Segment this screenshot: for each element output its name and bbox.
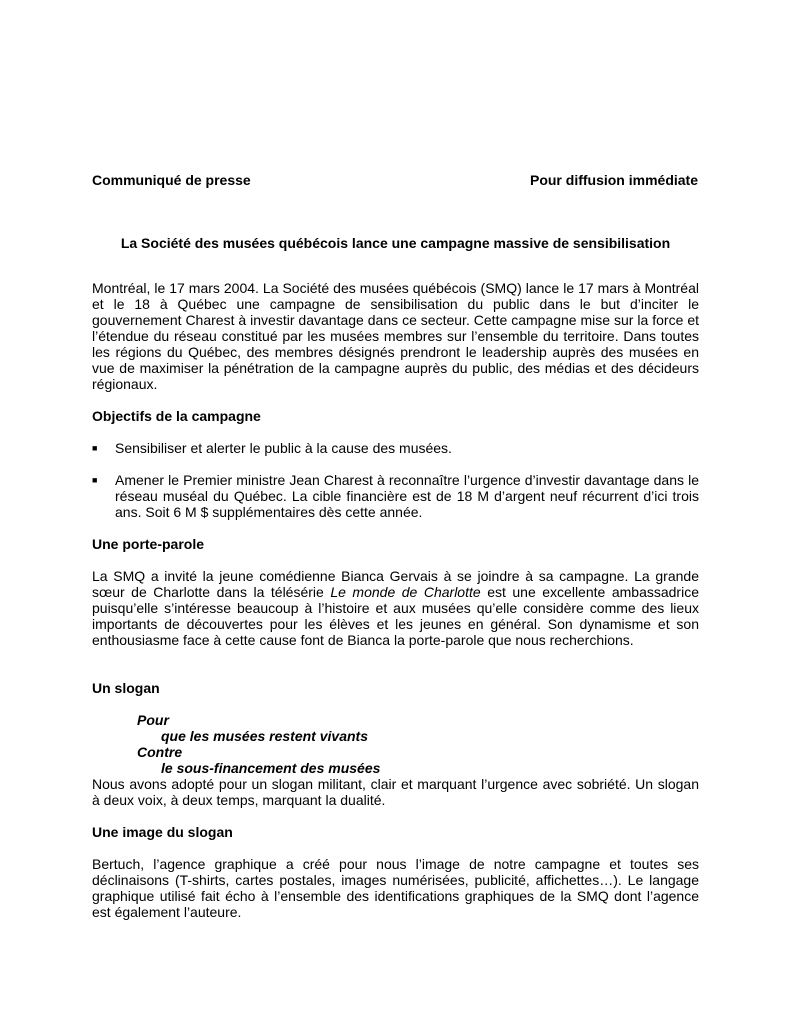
slogan-heading: Un slogan xyxy=(92,680,160,696)
slogan-line: Contre xyxy=(137,744,183,760)
document-title: La Société des musées québécois lance une campagne massive de sensibilisation xyxy=(120,235,671,251)
intro-paragraph: Montréal, le 17 mars 2004. La Société des musées québécois (SMQ) lance le 17 mars à Montréal et le 18 à Québec une campagne de sensibilisation du public dans le but d’inciter le gouvernement Charest à investir davantage dans ce secteur. Cette campagne mise sur la force et l’étendue du réseau constitué par les musées membres sur l’ensemble du territoire. Dans toutes les régions du Québec, des membres désignés prendront le leadership auprès des musées en vue de maximiser la pénétration de la campagne auprès du public, des médias et des décideurs régionaux. xyxy=(92,280,699,392)
show-title: Le monde de Charlotte xyxy=(330,584,481,600)
image-paragraph: Bertuch, l’agence graphique a créé pour nous l’image de notre campagne et toutes ses déclinaisons (T-shirts, cartes postales, images numérisées, publicité, affichettes…). Le langage graphique utilisé fait écho à l’ensemble des identifications graphiques de la SMQ dont l’agence est également l’auteure. xyxy=(92,856,699,920)
press-release-label: Communiqué de presse xyxy=(92,172,251,188)
objectifs-list xyxy=(92,440,699,520)
slogan-line: que les musées restent vivants xyxy=(161,728,368,744)
image-heading: Une image du slogan xyxy=(92,824,233,840)
document-body xyxy=(92,280,699,920)
list-item: ■ Sensibiliser et alerter le public à la cause des musées. xyxy=(92,440,452,456)
bullet-icon: ■ xyxy=(92,443,98,453)
porte-parole-paragraph: La SMQ a invité la jeune comédienne Bianca Gervais à se joindre à sa campagne. La grande sœur de Charlotte dans la télésérie Le monde de Charlotte est une excellente ambassadrice puisqu’elle s’intéresse beaucoup à l’histoire et aux musées qu’elle considère comme des lieux importants de découvertes pour les élèves et les jeunes en général. Son dynamisme et son enthousiasme face à cette cause font de Bianca la porte-parole que nous recherchions. xyxy=(92,568,699,648)
bullet-icon: ■ xyxy=(92,475,98,485)
slogan-line: le sous-financement des musées xyxy=(161,760,381,776)
release-timing-label: Pour diffusion immédiate xyxy=(529,172,698,188)
slogan-block xyxy=(137,712,699,776)
slogan-paragraph: Nous avons adopté pour un slogan militant, clair et marquant l’urgence avec sobriété. Un slogan à deux voix, à deux temps, marquant la dualité. xyxy=(92,776,699,808)
porte-parole-heading: Une porte-parole xyxy=(92,536,205,552)
list-item: ■ Amener le Premier ministre Jean Charest à reconnaître l’urgence d’investir davantage dans le réseau muséal du Québec. La cible financière est de 18 M d’argent neuf récurrent d’ici trois ans. Soit 6 M $ supplémentaires dès cette année. xyxy=(92,472,699,520)
objectifs-heading: Objectifs de la campagne xyxy=(92,408,261,424)
slogan-line: Pour xyxy=(137,712,169,728)
header-row xyxy=(92,172,698,188)
